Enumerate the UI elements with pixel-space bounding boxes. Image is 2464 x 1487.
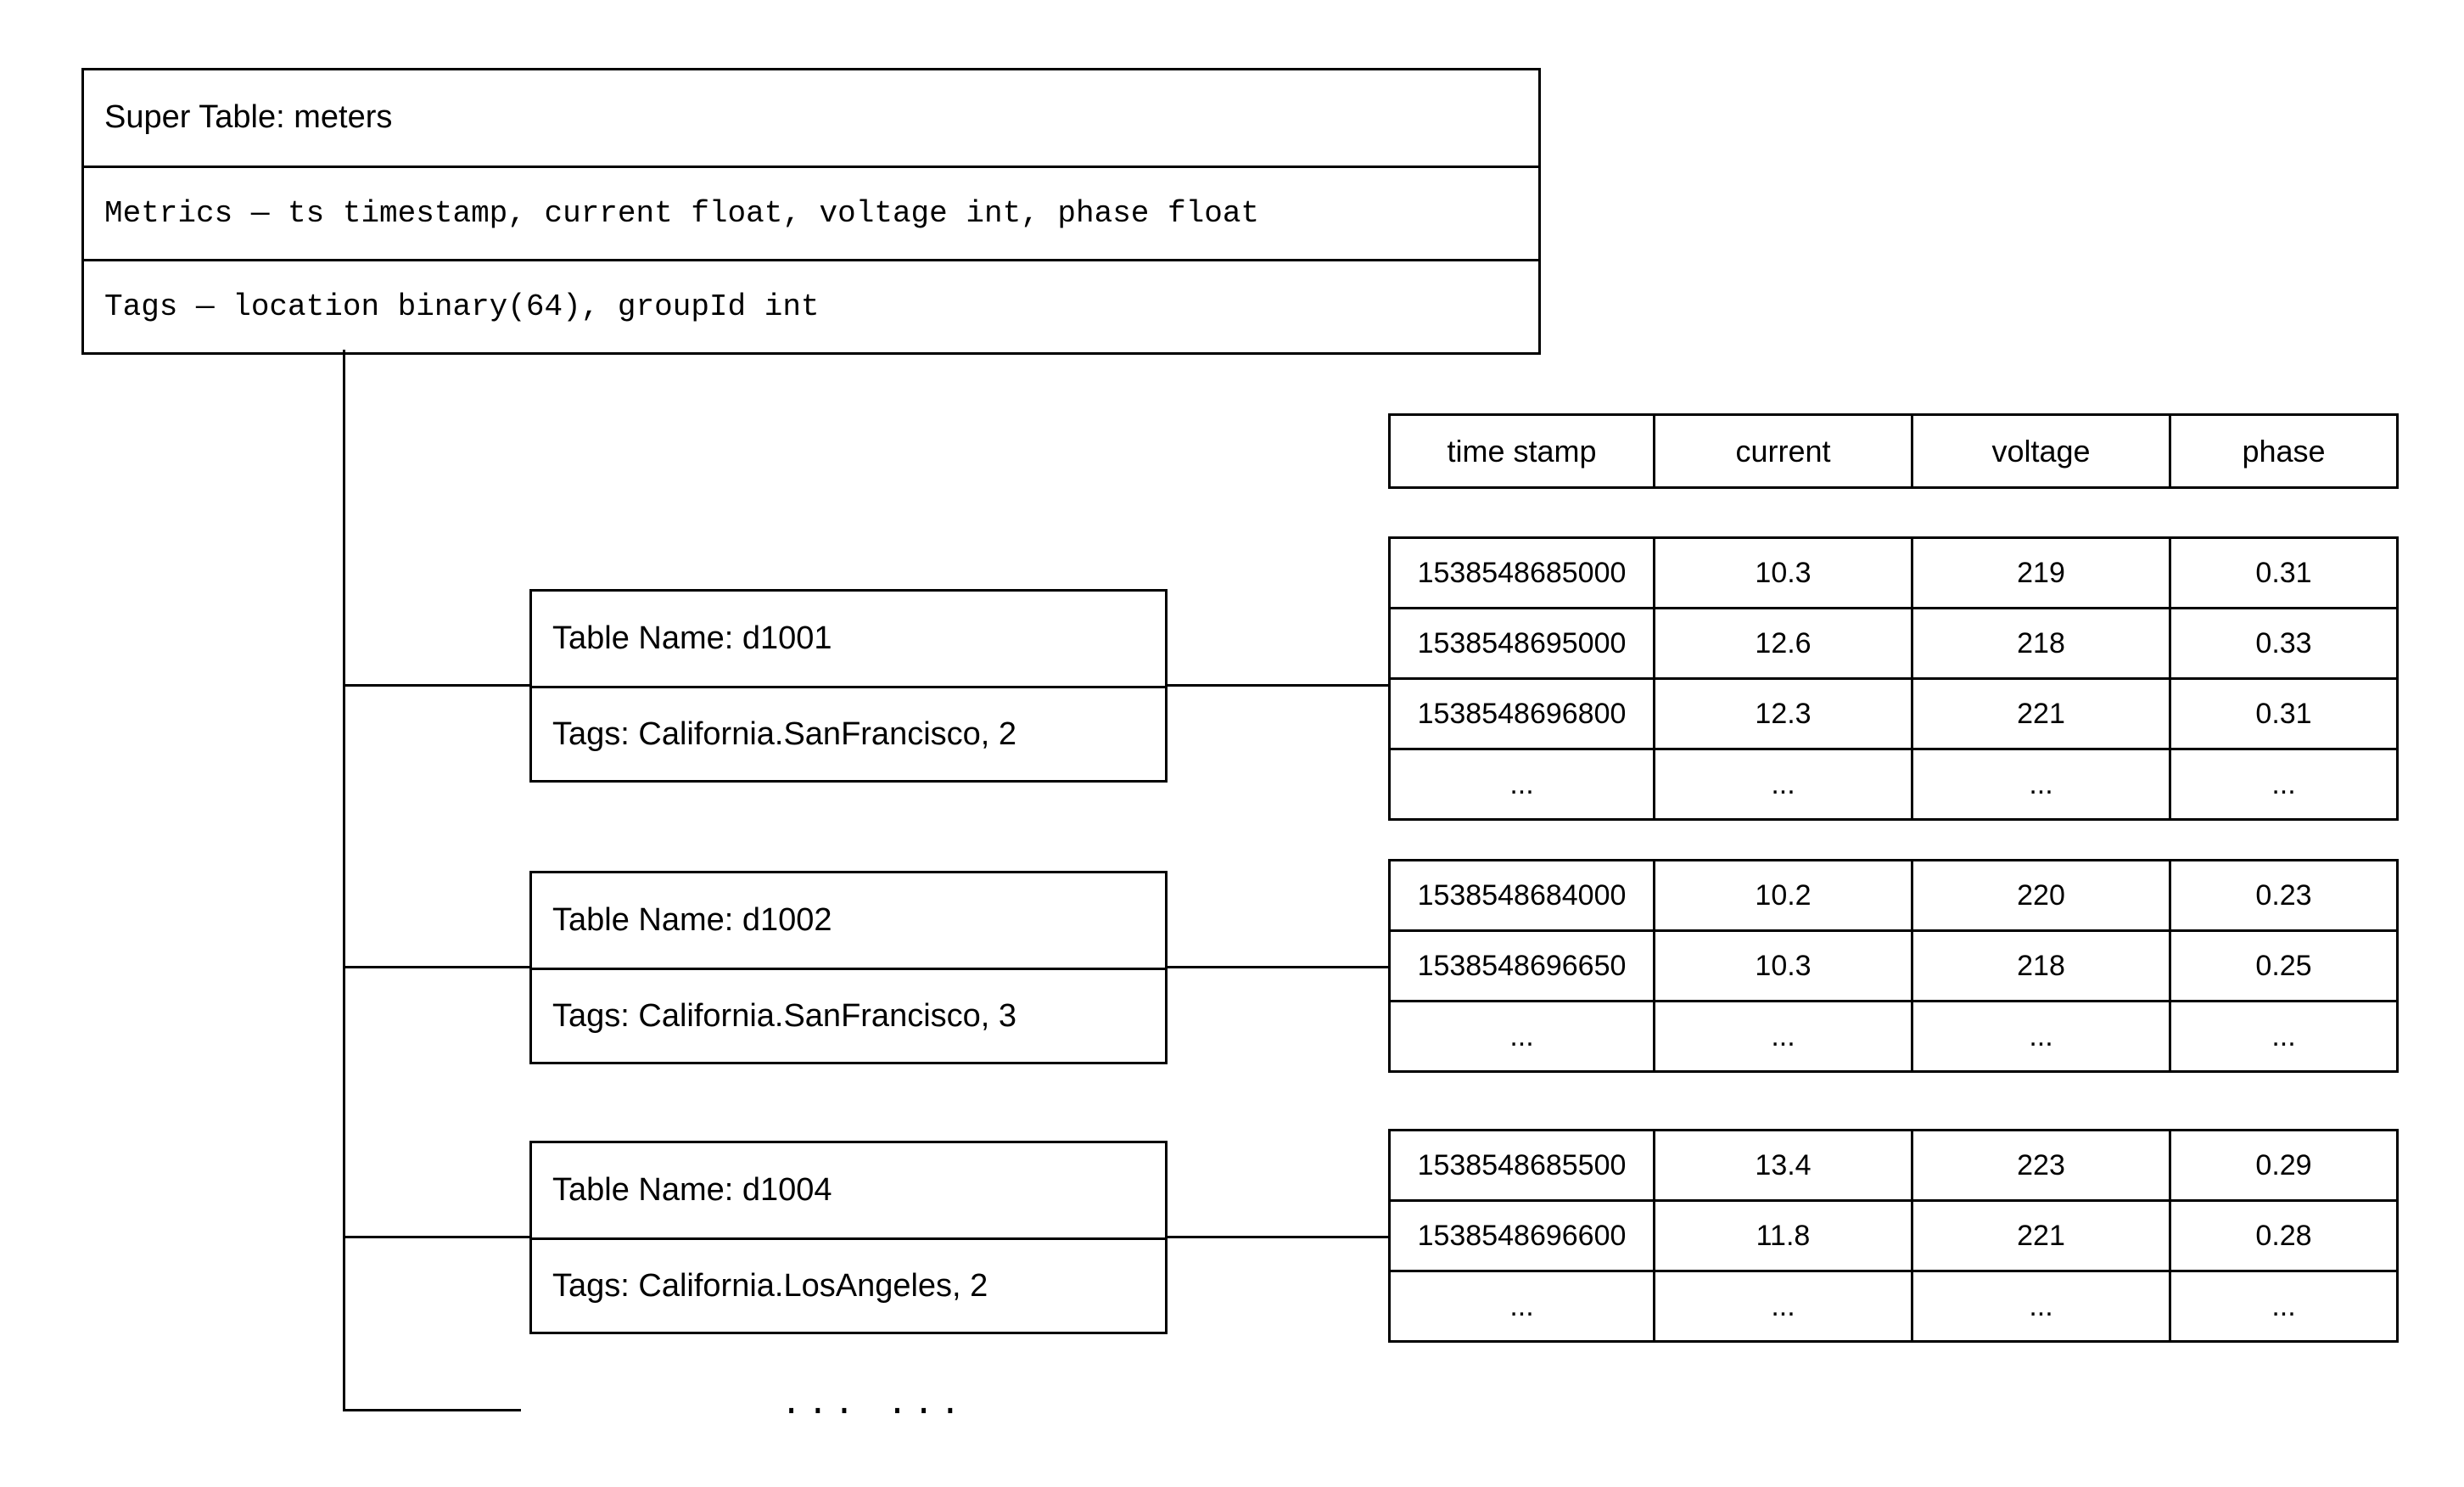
table-row xyxy=(1390,1002,2398,1072)
cell-current: 10.3 xyxy=(1655,538,1912,609)
data-table-d1001 xyxy=(1388,536,2399,821)
cell-phase: 0.31 xyxy=(2170,679,2398,749)
data-table-d1004 xyxy=(1388,1129,2399,1343)
table-row xyxy=(1390,931,2398,1002)
sub-table-tags: Tags: California.SanFrancisco, 2 xyxy=(532,686,1165,780)
sub-table-d1004 xyxy=(529,1141,1168,1334)
cell-timestamp: 1538548696600 xyxy=(1390,1201,1655,1271)
cell-voltage: ... xyxy=(1912,749,2170,820)
column-header-voltage: voltage xyxy=(1912,415,2170,488)
cell-phase: ... xyxy=(2170,749,2398,820)
cell-voltage: 218 xyxy=(1912,609,2170,679)
sub-table-name: Table Name: d1001 xyxy=(552,620,832,656)
cell-current: ... xyxy=(1655,1271,1912,1342)
cell-phase: 0.28 xyxy=(2170,1201,2398,1271)
sub-table-d1001 xyxy=(529,589,1168,783)
cell-phase: ... xyxy=(2170,1002,2398,1072)
column-header-phase: phase xyxy=(2170,415,2398,488)
cell-timestamp: 1538548696800 xyxy=(1390,679,1655,749)
column-header-timestamp: time stamp xyxy=(1390,415,1655,488)
data-column-headers xyxy=(1388,413,2399,489)
cell-phase: 0.29 xyxy=(2170,1131,2398,1201)
sub-table-d1002 xyxy=(529,871,1168,1064)
cell-timestamp: 1538548685500 xyxy=(1390,1131,1655,1201)
cell-voltage: 220 xyxy=(1912,861,2170,931)
cell-voltage: 218 xyxy=(1912,931,2170,1002)
branch-line-more xyxy=(343,1409,521,1411)
connector-d1001-data xyxy=(1168,684,1392,687)
table-row xyxy=(1390,1201,2398,1271)
cell-current: ... xyxy=(1655,749,1912,820)
trunk-line xyxy=(343,350,345,1411)
table-row xyxy=(1390,679,2398,749)
cell-voltage: ... xyxy=(1912,1271,2170,1342)
branch-line-d1004 xyxy=(343,1236,529,1238)
cell-timestamp: 1538548696650 xyxy=(1390,931,1655,1002)
super-table-box xyxy=(81,68,1541,355)
cell-phase: 0.25 xyxy=(2170,931,2398,1002)
cell-timestamp: ... xyxy=(1390,749,1655,820)
sub-table-tags: Tags: California.SanFrancisco, 3 xyxy=(532,968,1165,1062)
cell-phase: 0.31 xyxy=(2170,538,2398,609)
cell-timestamp: 1538548684000 xyxy=(1390,861,1655,931)
table-row xyxy=(1390,749,2398,820)
cell-current: 10.3 xyxy=(1655,931,1912,1002)
cell-voltage: 221 xyxy=(1912,1201,2170,1271)
table-row xyxy=(1390,1271,2398,1342)
cell-voltage: 223 xyxy=(1912,1131,2170,1201)
cell-current: ... xyxy=(1655,1002,1912,1072)
table-row xyxy=(1390,415,2398,488)
sub-table-tags: Tags: California.LosAngeles, 2 xyxy=(532,1237,1165,1332)
sub-table-name: Table Name: d1004 xyxy=(552,1172,832,1208)
super-table-title: Super Table: meters xyxy=(104,99,393,136)
super-table-metrics: Metrics — ts timestamp, current float, voltage int, phase float xyxy=(84,166,1538,259)
cell-timestamp: ... xyxy=(1390,1271,1655,1342)
cell-current: 12.3 xyxy=(1655,679,1912,749)
cell-phase: 0.33 xyxy=(2170,609,2398,679)
table-row xyxy=(1390,1131,2398,1201)
cell-voltage: ... xyxy=(1912,1002,2170,1072)
cell-current: 12.6 xyxy=(1655,609,1912,679)
cell-current: 10.2 xyxy=(1655,861,1912,931)
table-row xyxy=(1390,538,2398,609)
sub-table-name: Table Name: d1002 xyxy=(552,902,832,938)
cell-voltage: 219 xyxy=(1912,538,2170,609)
cell-timestamp: 1538548695000 xyxy=(1390,609,1655,679)
cell-current: 13.4 xyxy=(1655,1131,1912,1201)
more-tables-indicator: ... ... xyxy=(781,1383,966,1424)
table-row xyxy=(1390,609,2398,679)
branch-line-d1001 xyxy=(343,684,529,687)
cell-voltage: 221 xyxy=(1912,679,2170,749)
connector-d1002-data xyxy=(1168,966,1392,968)
cell-phase: ... xyxy=(2170,1271,2398,1342)
connector-d1004-data xyxy=(1168,1236,1392,1238)
table-row xyxy=(1390,861,2398,931)
cell-timestamp: ... xyxy=(1390,1002,1655,1072)
cell-timestamp: 1538548685000 xyxy=(1390,538,1655,609)
super-table-tags: Tags — location binary(64), groupId int xyxy=(84,259,1538,352)
cell-current: 11.8 xyxy=(1655,1201,1912,1271)
cell-phase: 0.23 xyxy=(2170,861,2398,931)
column-header-current: current xyxy=(1655,415,1912,488)
branch-line-d1002 xyxy=(343,966,529,968)
data-table-d1002 xyxy=(1388,859,2399,1073)
